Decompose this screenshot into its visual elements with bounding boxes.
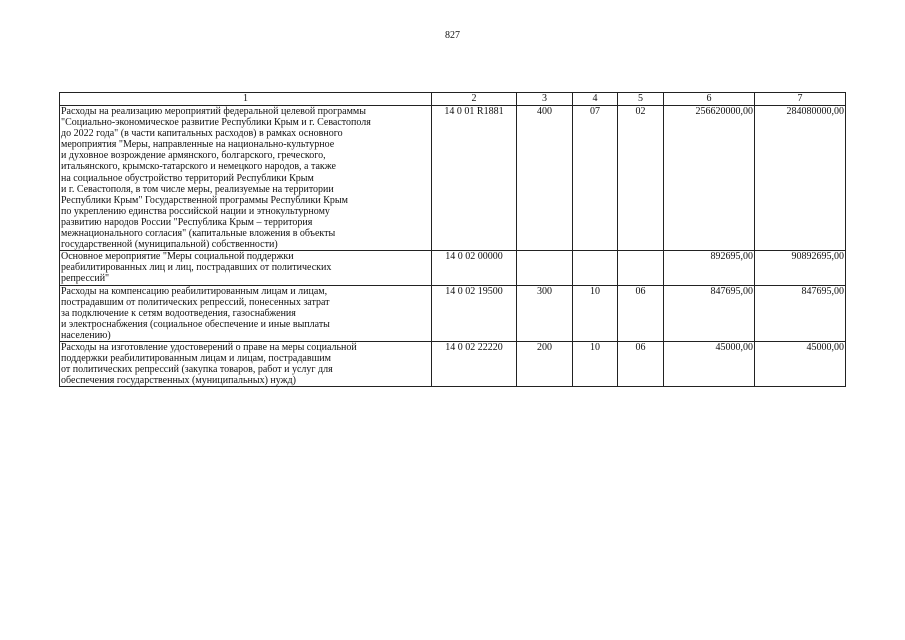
subsection-code: 06 [618,285,664,341]
amount-column-6: 847695,00 [664,285,755,341]
amount-column-7: 90892695,00 [755,251,846,285]
column-header-7: 7 [755,93,846,106]
amount-column-6: 892695,00 [664,251,755,285]
description-line: Расходы на реализацию мероприятий федеральной целевой программы [61,106,366,117]
section-code [573,251,618,285]
target-article-code: 14 0 02 22220 [432,341,517,386]
target-article-code: 14 0 02 00000 [432,251,517,285]
table-row [60,251,846,285]
row-description [60,285,432,341]
table-row [60,341,846,386]
description-line: мероприятия "Меры, направленные на национально-культурное [61,139,335,151]
column-header-2: 2 [432,93,517,106]
description-line: за подключение к сетям водоотведения, газоснабжения [61,307,296,319]
description-line: населению) [61,329,111,341]
description-line: репрессий" [61,273,110,285]
expense-type-code: 200 [517,341,573,386]
expense-type-code: 300 [517,285,573,341]
budget-table [59,92,846,387]
description-line: "Социально-экономическое развитие Республики Крым и г. Севастополя [61,117,371,129]
section-code: 10 [573,285,618,341]
description-line: и духовное возрождение армянского, болгарского, греческого, [61,150,326,162]
description-line: до 2022 года" (в части капитальных расходов) в рамках основного [61,128,343,140]
target-article-code: 14 0 02 19500 [432,285,517,341]
description-line: Республики Крым" Государственной программы Республики Крым [61,194,348,206]
description-line: и электроснабжения (социальное обеспечение и иные выплаты [61,318,330,330]
description-line: и г. Севастополя, в том числе меры, реализуемые на территории [61,183,334,195]
description-line: межнационального согласия" (капитальные вложения в объекты [61,228,336,240]
column-header-5: 5 [618,93,664,106]
description-line: поддержки реабилитированным лицам и лицам, пострадавшим [61,353,331,365]
description-line: на социальное обустройство территорий Республики Крым [61,172,314,184]
description-line: по укреплению единства российской нации и этнокультурному [61,205,330,217]
column-header-6: 6 [664,93,755,106]
description-line: пострадавшим от политических репрессий, понесенных затрат [61,296,330,308]
table-row [60,285,846,341]
target-article-code: 14 0 01 R1881 [432,106,517,251]
column-header-3: 3 [517,93,573,106]
header-row [60,93,846,106]
expense-type-code [517,251,573,285]
description-line: Основное мероприятие "Меры социальной поддержки [61,251,294,263]
column-header-1: 1 [60,93,432,106]
section-code: 10 [573,341,618,386]
subsection-code: 06 [618,341,664,386]
page-number: 827 [445,30,460,41]
expense-type-code: 400 [517,106,573,251]
description-line: Расходы на компенсацию реабилитированным лицам и лицам, [61,285,328,297]
description-line: реабилитированных лиц и лиц, пострадавших от политических [61,262,332,274]
description-line: Расходы на изготовление удостоверений о праве на меры социальной [61,341,357,353]
column-header-4: 4 [573,93,618,106]
description-line: государственной (муниципальной) собственности) [61,239,278,251]
section-code: 07 [573,106,618,251]
description-line: обеспечения государственных (муниципальных) нужд) [61,375,296,387]
description-line: от политических репрессий (закупка товаров, работ и услуг для [61,364,333,376]
table-row [60,106,846,251]
amount-column-7: 45000,00 [755,341,846,386]
amount-column-6: 45000,00 [664,341,755,386]
row-description [60,341,432,386]
amount-column-6: 256620000,00 [664,106,755,251]
subsection-code: 02 [618,106,664,251]
amount-column-7: 284080000,00 [755,106,846,251]
description-line: развитию народов России "Республика Крым – территория [61,216,313,228]
description-line: итальянского, крымско-татарского и немецкого народов, а также [61,161,336,173]
row-description [60,251,432,285]
subsection-code [618,251,664,285]
amount-column-7: 847695,00 [755,285,846,341]
row-description [60,106,432,251]
